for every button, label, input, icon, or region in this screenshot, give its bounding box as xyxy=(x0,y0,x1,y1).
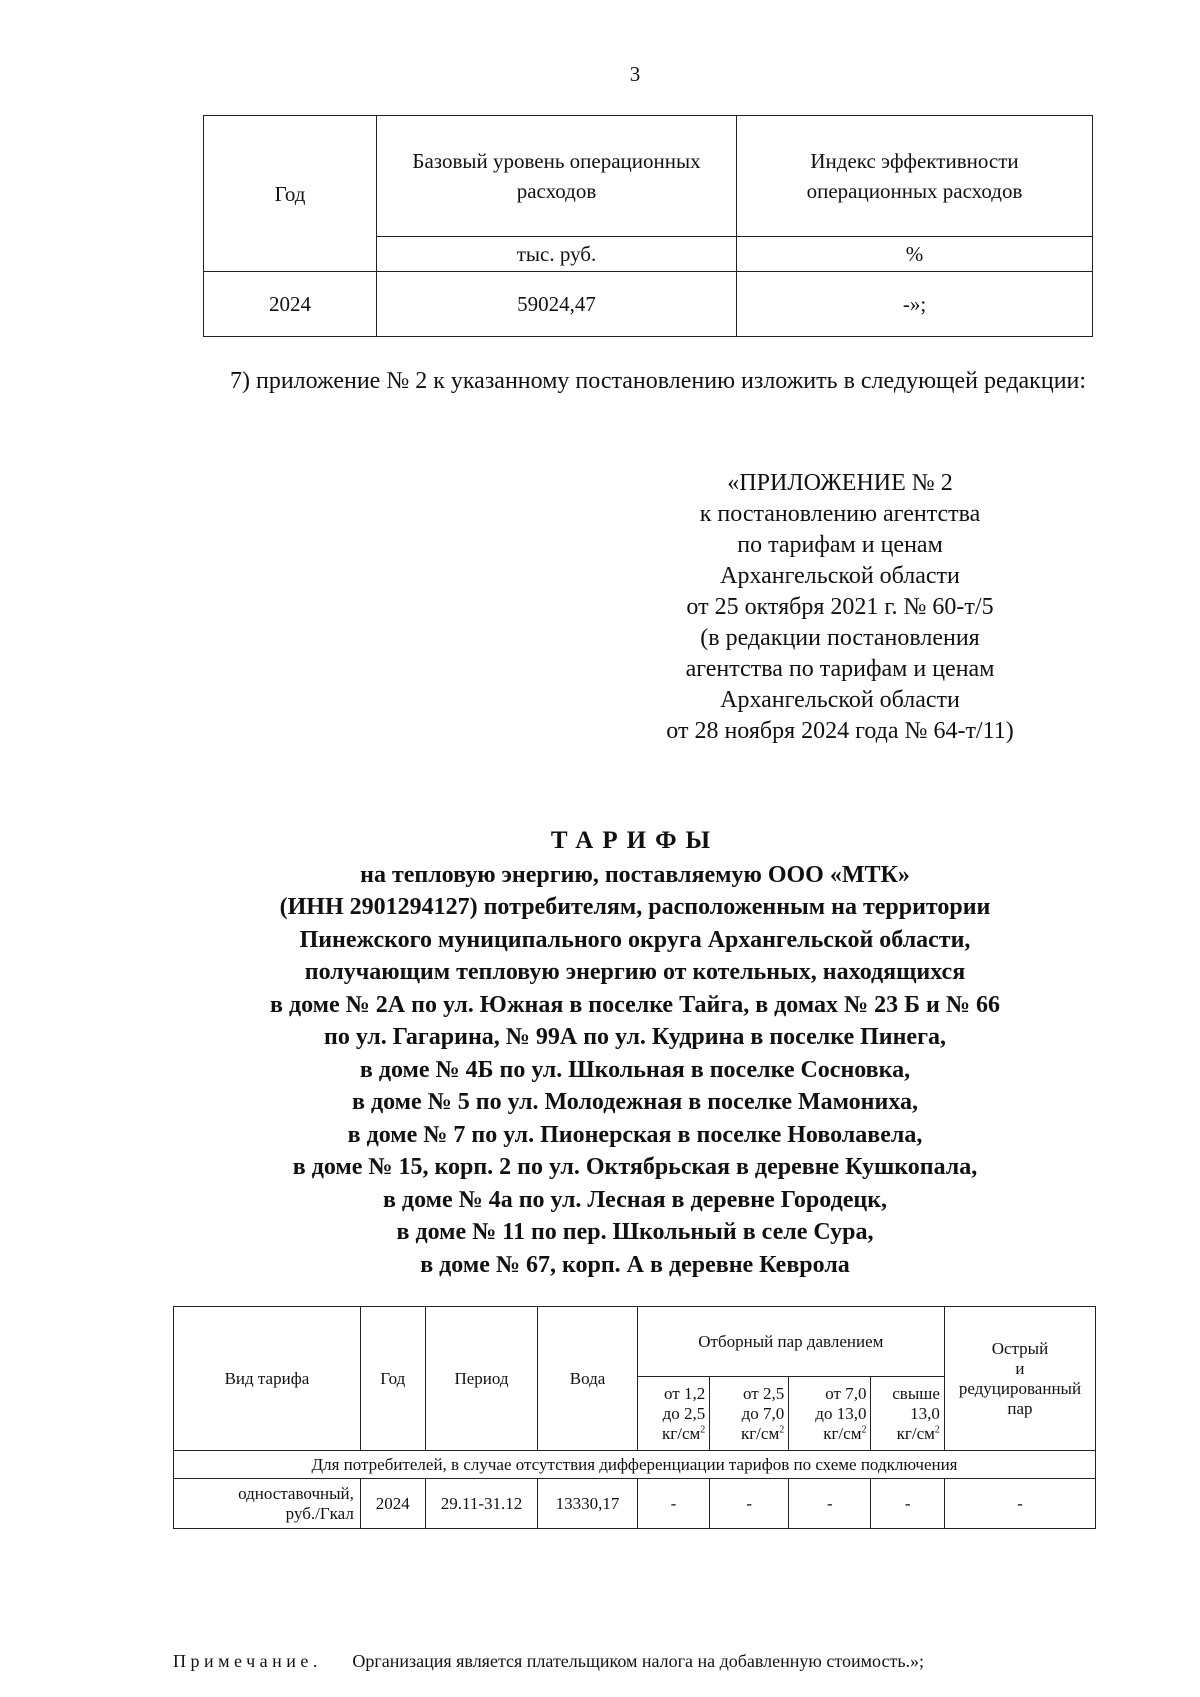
appendix-line: (в редакции постановления xyxy=(700,625,980,651)
tariff-row-water: 13330,17 xyxy=(538,1479,637,1529)
steam-col-header: от 2,5 до 7,0 $кг/см^2$ xyxy=(710,1377,789,1451)
opex-row-index: -»; xyxy=(737,272,1093,337)
appendix-block xyxy=(600,468,1080,747)
opex-table xyxy=(203,115,1093,337)
tariff-title-block xyxy=(140,825,1130,1281)
appendix-line: «ПРИЛОЖЕНИЕ № 2 xyxy=(727,470,953,496)
opex-row-year: 2024 xyxy=(204,272,377,337)
steam-col-header: свыше 13,0 $кг/см^2$ xyxy=(871,1377,944,1451)
subtitle-line: (ИНН 2901294127) потребителям, расположенным на территории xyxy=(279,894,991,920)
tariff-header-type: Вид тарифа xyxy=(174,1307,361,1451)
tariff-row-steam: - xyxy=(710,1479,789,1529)
tariff-row-sharp: - xyxy=(944,1479,1095,1529)
tariff-row-steam: - xyxy=(789,1479,871,1529)
subtitle-line: в доме № 15, корп. 2 по ул. Октябрьская в деревне Кушкопала, xyxy=(292,1154,978,1180)
table-row xyxy=(174,1479,1096,1529)
opex-unit-base: тыс. руб. xyxy=(377,237,737,272)
appendix-line: от 25 октября 2021 г. № 60-т/5 xyxy=(686,594,994,620)
subtitle-line: по ул. Гагарина, № 99А по ул. Кудрина в поселке Пинега, xyxy=(324,1024,946,1050)
opex-header-base: Базовый уровень операционных расходов xyxy=(377,116,737,237)
tariff-header-water: Вода xyxy=(538,1307,637,1451)
tariff-row-steam: - xyxy=(871,1479,944,1529)
subtitle-line: в доме № 2А по ул. Южная в поселке Тайга, в домах № 23 Б и № 66 xyxy=(270,991,1000,1018)
steam-col-header: от 7,0 до 13,0 $кг/см^2$ xyxy=(789,1377,871,1451)
appendix-line: Архангельской области xyxy=(720,563,960,589)
tariff-row-steam: - xyxy=(637,1479,710,1529)
subtitle-line: Пинежского муниципального округа Архангельской области, xyxy=(299,926,971,953)
note-text: Организация является плательщиком налога на добавленную стоимость.»; xyxy=(352,1651,925,1671)
subtitle-line: в доме № 11 по пер. Школьный в селе Сура, xyxy=(396,1219,874,1245)
subtitle-line: в доме № 5 по ул. Молодежная в поселке Мамониха, xyxy=(351,1089,918,1115)
subtitle-line: в доме № 67, корп. А в деревне Кеврола xyxy=(420,1251,850,1278)
tariff-header-period: Период xyxy=(425,1307,538,1451)
tariff-row-period: 29.11-31.12 xyxy=(425,1479,538,1529)
subtitle-line: в доме № 7 по ул. Пионерская в поселке Новолавела, xyxy=(347,1121,923,1148)
opex-row-base: 59024,47 xyxy=(377,272,737,337)
tariff-header-steam: Отборный пар давлением xyxy=(637,1307,944,1377)
opex-header-index: Индекс эффективности операционных расходов xyxy=(737,116,1093,237)
note-label: Примечание. xyxy=(173,1651,322,1671)
page-number: 3 xyxy=(629,62,641,86)
amendment-paragraph: 7) приложение № 2 к указанному постановлению изложить в следующей редакции: xyxy=(230,368,1087,394)
tariff-table xyxy=(173,1306,1096,1529)
tariff-header-sharp-steam: Острый и редуцированный пар xyxy=(944,1307,1095,1451)
subtitle-line: в доме № 4Б по ул. Школьная в поселке Сосновка, xyxy=(359,1056,911,1083)
appendix-line: Архангельской области xyxy=(720,687,960,713)
tariff-row-type: одноставочный, руб./Гкал xyxy=(174,1479,361,1529)
appendix-line: от 28 ноября 2024 года № 64-т/11) xyxy=(666,718,1014,744)
appendix-line: к постановлению агентства xyxy=(699,501,981,527)
appendix-line: агентства по тарифам и ценам xyxy=(685,656,995,682)
subtitle-line: получающим тепловую энергию от котельных, находящихся xyxy=(304,959,966,985)
note xyxy=(173,1651,1123,1672)
steam-col-header: от 1,2 до 2,5 $кг/см^2$ xyxy=(637,1377,710,1451)
tariff-header-year: Год xyxy=(360,1307,425,1451)
document-title: ТАРИФЫ xyxy=(550,827,720,854)
appendix-line: по тарифам и ценам xyxy=(737,532,943,558)
subtitle-line: в доме № 4а по ул. Лесная в деревне Городецк, xyxy=(382,1186,888,1213)
opex-header-year: Год xyxy=(204,116,377,272)
tariff-section-row: Для потребителей, в случае отсутствия дифференциации тарифов по схеме подключения xyxy=(174,1451,1096,1479)
subtitle-line: на тепловую энергию, поставляемую ООО «МТК» xyxy=(360,861,910,888)
opex-unit-index: % xyxy=(737,237,1093,272)
tariff-row-year: 2024 xyxy=(360,1479,425,1529)
